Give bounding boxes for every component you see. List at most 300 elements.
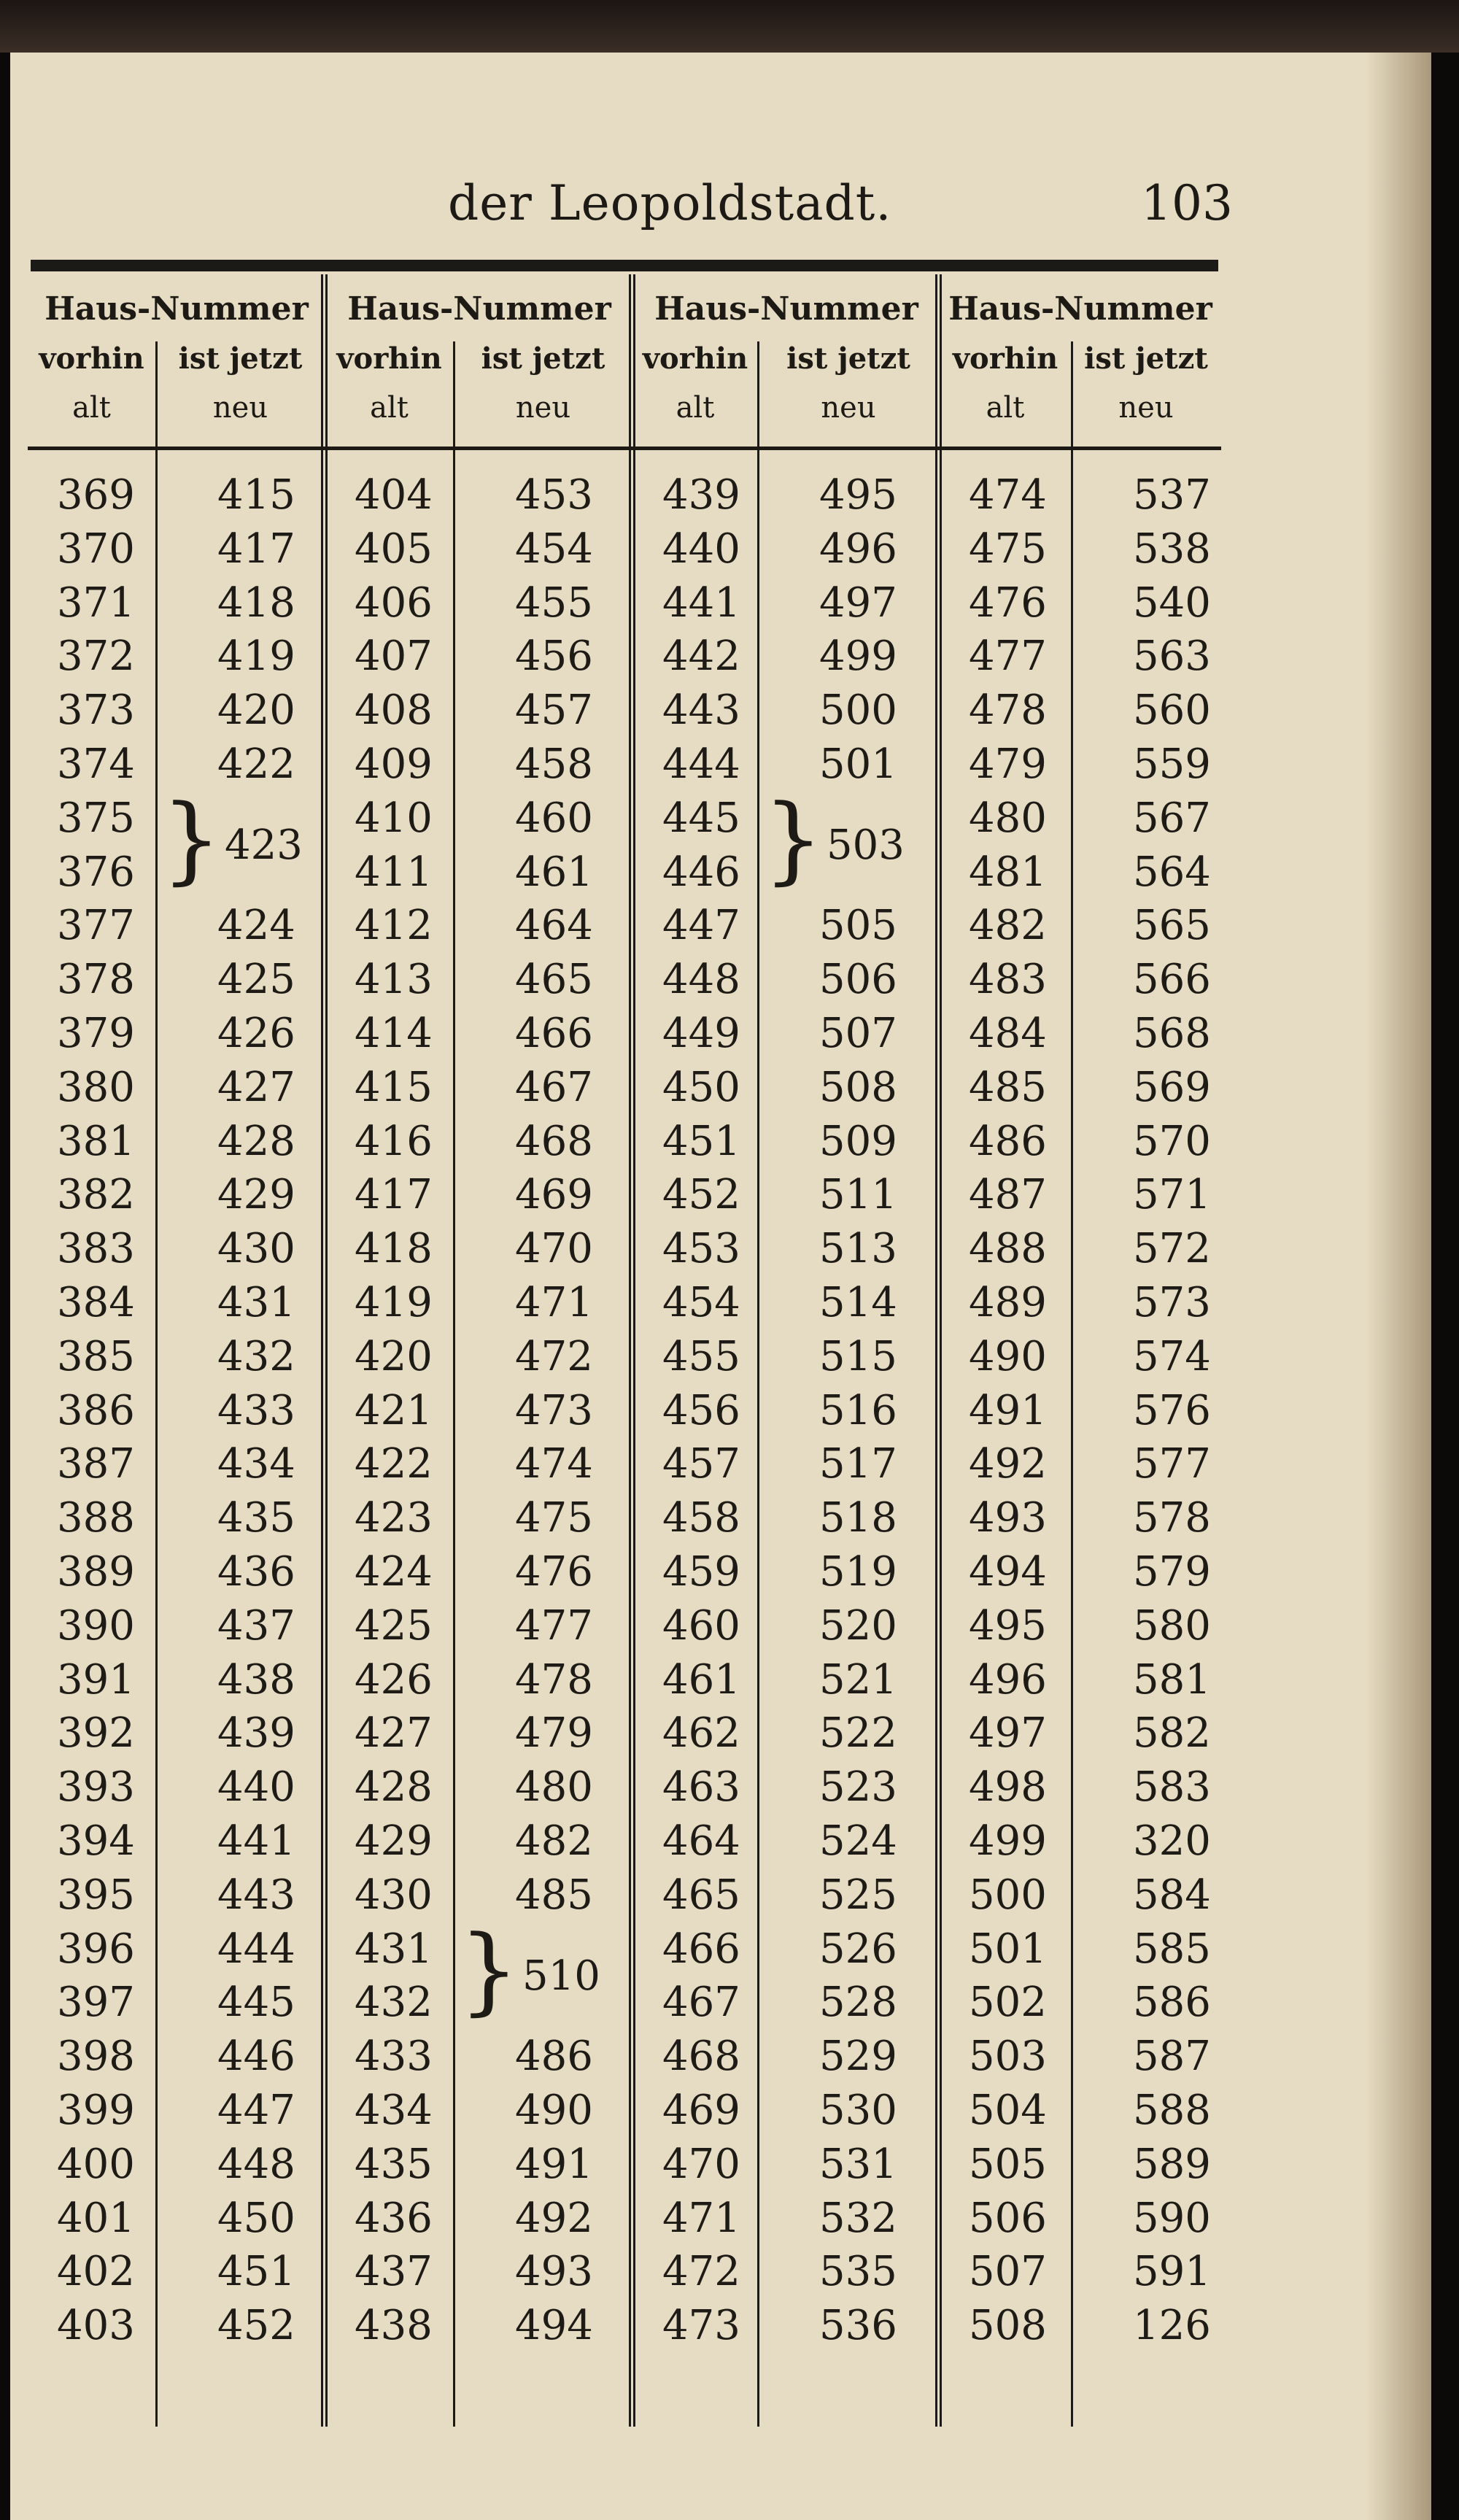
old-house-number: 425 — [355, 1601, 433, 1650]
old-house-number: 482 — [969, 902, 1047, 950]
new-house-number: 536 — [819, 2302, 897, 2350]
old-house-number: 454 — [662, 1279, 740, 1326]
old-house-number: 452 — [662, 1171, 740, 1219]
new-house-number: 418 — [217, 579, 295, 627]
old-house-number: 383 — [57, 1225, 135, 1273]
new-house-number: 528 — [819, 1979, 897, 2027]
old-house-number: 467 — [662, 1979, 740, 2027]
new-house-number: 590 — [1133, 2194, 1211, 2242]
new-house-number: 588 — [1133, 2087, 1211, 2134]
new-house-number: 455 — [515, 579, 593, 627]
column-header-new-bottom: neu — [821, 391, 876, 425]
column-header-old-bottom: alt — [370, 391, 409, 425]
new-house-number: 465 — [515, 956, 593, 1004]
new-house-number: 579 — [1133, 1548, 1211, 1596]
new-house-number: 574 — [1133, 1332, 1211, 1380]
new-house-number: 453 — [515, 471, 593, 519]
column-divider-line — [1071, 341, 1073, 2427]
merge-brace: } — [459, 1914, 519, 2025]
old-house-number: 485 — [969, 1063, 1047, 1111]
page-number: 103 — [1141, 175, 1233, 231]
old-house-number: 440 — [662, 525, 740, 573]
old-house-number: 486 — [969, 1117, 1047, 1165]
column-header-old-bottom: alt — [72, 391, 111, 425]
new-house-number: 482 — [515, 1817, 593, 1865]
old-house-number: 506 — [969, 2194, 1047, 2242]
new-house-number: 529 — [819, 2033, 897, 2081]
new-house-number: 493 — [515, 2248, 593, 2296]
new-house-number: 460 — [515, 794, 593, 842]
new-house-number: 428 — [217, 1117, 295, 1165]
old-house-number: 507 — [969, 2248, 1047, 2296]
column-header-new-bottom: neu — [212, 391, 268, 425]
old-house-number: 370 — [57, 525, 135, 573]
old-house-number: 471 — [662, 2194, 740, 2242]
old-house-number: 446 — [662, 848, 740, 896]
new-house-number: 517 — [819, 1440, 897, 1488]
old-house-number: 437 — [355, 2248, 433, 2296]
new-house-number: 473 — [515, 1386, 593, 1434]
old-house-number: 428 — [355, 1763, 433, 1812]
old-house-number: 380 — [57, 1063, 135, 1111]
new-house-number: 532 — [819, 2194, 897, 2242]
old-house-number: 385 — [57, 1332, 135, 1380]
old-house-number: 410 — [355, 794, 433, 842]
new-house-number: 456 — [515, 633, 593, 681]
old-house-number: 508 — [969, 2302, 1047, 2350]
old-house-number: 402 — [57, 2248, 135, 2296]
column-header-main: Haus-Nummer — [654, 290, 918, 328]
old-house-number: 399 — [57, 2087, 135, 2134]
old-house-number: 481 — [969, 848, 1047, 896]
column-divider-line — [453, 341, 455, 2427]
old-house-number: 478 — [969, 687, 1047, 735]
old-house-number: 403 — [57, 2302, 135, 2350]
old-house-number: 419 — [355, 1279, 433, 1326]
new-house-number: 537 — [1133, 471, 1211, 519]
old-house-number: 435 — [355, 2140, 433, 2188]
new-house-number: 466 — [515, 1010, 593, 1057]
new-house-number: 571 — [1133, 1171, 1211, 1219]
new-house-number: 419 — [217, 633, 295, 681]
old-house-number: 487 — [969, 1171, 1047, 1219]
old-house-number: 401 — [57, 2194, 135, 2242]
new-house-number: 437 — [217, 1601, 295, 1650]
old-house-number: 418 — [355, 1225, 433, 1273]
new-house-number: 440 — [217, 1763, 295, 1812]
old-house-number: 433 — [355, 2033, 433, 2081]
new-house-number: 523 — [819, 1763, 897, 1812]
old-house-number: 415 — [355, 1063, 433, 1111]
old-house-number: 371 — [57, 579, 135, 627]
new-house-number: 569 — [1133, 1063, 1211, 1111]
old-house-number: 429 — [355, 1817, 433, 1865]
old-house-number: 457 — [662, 1440, 740, 1488]
old-house-number: 382 — [57, 1171, 135, 1219]
old-house-number: 469 — [662, 2087, 740, 2134]
new-house-number: 509 — [819, 1117, 897, 1165]
new-house-number: 479 — [515, 1709, 593, 1758]
old-house-number: 398 — [57, 2033, 135, 2081]
new-house-number: 426 — [217, 1010, 295, 1057]
new-house-number: 570 — [1133, 1117, 1211, 1165]
new-house-number: 439 — [217, 1709, 295, 1758]
new-house-number: 510 — [522, 1952, 600, 2000]
new-house-number: 450 — [217, 2194, 295, 2242]
old-house-number: 396 — [57, 1925, 135, 1973]
new-house-number: 499 — [819, 633, 897, 681]
new-house-number: 572 — [1133, 1225, 1211, 1273]
new-house-number: 511 — [819, 1171, 897, 1219]
new-house-number: 454 — [515, 525, 593, 573]
old-house-number: 499 — [969, 1817, 1047, 1865]
old-house-number: 438 — [355, 2302, 433, 2350]
group-divider-line — [321, 274, 323, 2427]
old-house-number: 379 — [57, 1010, 135, 1057]
old-house-number: 408 — [355, 687, 433, 735]
new-house-number: 448 — [217, 2140, 295, 2188]
new-house-number: 494 — [515, 2302, 593, 2350]
old-house-number: 386 — [57, 1386, 135, 1434]
old-house-number: 489 — [969, 1279, 1047, 1326]
old-house-number: 369 — [57, 471, 135, 519]
old-house-number: 390 — [57, 1601, 135, 1650]
new-house-number: 447 — [217, 2087, 295, 2134]
new-house-number: 538 — [1133, 525, 1211, 573]
new-house-number: 432 — [217, 1332, 295, 1380]
new-house-number: 476 — [515, 1548, 593, 1596]
old-house-number: 423 — [355, 1494, 433, 1542]
old-house-number: 500 — [969, 1871, 1047, 1919]
old-house-number: 395 — [57, 1871, 135, 1919]
old-house-number: 377 — [57, 902, 135, 950]
column-header-old-top: vorhin — [39, 341, 144, 376]
old-house-number: 479 — [969, 741, 1047, 788]
column-header-old-bottom: alt — [676, 391, 715, 425]
new-house-number: 583 — [1133, 1763, 1211, 1812]
new-house-number: 423 — [225, 821, 303, 869]
old-house-number: 473 — [662, 2302, 740, 2350]
new-house-number: 526 — [819, 1925, 897, 1973]
new-house-number: 474 — [515, 1440, 593, 1488]
old-house-number: 424 — [355, 1548, 433, 1596]
new-house-number: 415 — [217, 471, 295, 519]
new-house-number: 500 — [819, 687, 897, 735]
column-header-new-top: ist jetzt — [786, 341, 910, 376]
new-house-number: 576 — [1133, 1386, 1211, 1434]
column-header-old-bottom: alt — [986, 391, 1025, 425]
column-header-old-top: vorhin — [952, 341, 1059, 376]
new-house-number: 438 — [217, 1655, 295, 1704]
old-house-number: 453 — [662, 1225, 740, 1273]
new-house-number: 506 — [819, 956, 897, 1004]
old-house-number: 409 — [355, 741, 433, 788]
new-house-number: 490 — [515, 2087, 593, 2134]
old-house-number: 381 — [57, 1117, 135, 1165]
new-house-number: 565 — [1133, 902, 1211, 950]
new-house-number: 485 — [515, 1871, 593, 1919]
merge-brace: } — [161, 783, 222, 894]
new-house-number: 470 — [515, 1225, 593, 1273]
old-house-number: 442 — [662, 633, 740, 681]
old-house-number: 451 — [662, 1117, 740, 1165]
group-divider-line — [940, 274, 942, 2427]
old-house-number: 412 — [355, 902, 433, 950]
group-divider-line — [325, 274, 328, 2427]
book-page — [10, 53, 1431, 2520]
new-house-number: 492 — [515, 2194, 593, 2242]
old-house-number: 501 — [969, 1925, 1047, 1973]
new-house-number: 452 — [217, 2302, 295, 2350]
old-house-number: 373 — [57, 687, 135, 735]
new-house-number: 577 — [1133, 1440, 1211, 1488]
new-house-number: 422 — [217, 741, 295, 788]
new-house-number: 508 — [819, 1063, 897, 1111]
old-house-number: 384 — [57, 1279, 135, 1326]
new-house-number: 503 — [827, 821, 905, 869]
old-house-number: 494 — [969, 1548, 1047, 1596]
new-house-number: 540 — [1133, 579, 1211, 627]
new-house-number: 586 — [1133, 1979, 1211, 2027]
old-house-number: 400 — [57, 2140, 135, 2188]
old-house-number: 475 — [969, 525, 1047, 573]
new-house-number: 430 — [217, 1225, 295, 1273]
new-house-number: 467 — [515, 1063, 593, 1111]
new-house-number: 472 — [515, 1332, 593, 1380]
old-house-number: 464 — [662, 1817, 740, 1865]
new-house-number: 320 — [1133, 1817, 1211, 1865]
new-house-number: 524 — [819, 1817, 897, 1865]
new-house-number: 457 — [515, 687, 593, 735]
old-house-number: 490 — [969, 1332, 1047, 1380]
old-house-number: 495 — [969, 1601, 1047, 1650]
old-house-number: 448 — [662, 956, 740, 1004]
new-house-number: 530 — [819, 2087, 897, 2134]
new-house-number: 444 — [217, 1925, 295, 1973]
running-header-title: der Leopoldstadt. — [448, 175, 892, 231]
old-house-number: 497 — [969, 1709, 1047, 1758]
new-house-number: 471 — [515, 1279, 593, 1326]
new-house-number: 436 — [217, 1548, 295, 1596]
top-rule — [31, 260, 1218, 271]
old-house-number: 431 — [355, 1925, 433, 1973]
new-house-number: 505 — [819, 902, 897, 950]
new-house-number: 589 — [1133, 2140, 1211, 2188]
old-house-number: 477 — [969, 633, 1047, 681]
column-header-new-bottom: neu — [1118, 391, 1174, 425]
new-house-number: 429 — [217, 1171, 295, 1219]
old-house-number: 407 — [355, 633, 433, 681]
new-house-number: 431 — [217, 1279, 295, 1326]
column-header-new-top: ist jetzt — [178, 341, 303, 376]
column-header-new-top: ist jetzt — [1084, 341, 1208, 376]
group-divider-line — [935, 274, 937, 2427]
new-house-number: 425 — [217, 956, 295, 1004]
new-house-number: 433 — [217, 1386, 295, 1434]
new-house-number: 582 — [1133, 1709, 1211, 1758]
new-house-number: 580 — [1133, 1601, 1211, 1650]
old-house-number: 476 — [969, 579, 1047, 627]
old-house-number: 397 — [57, 1979, 135, 2027]
old-house-number: 388 — [57, 1494, 135, 1542]
old-house-number: 502 — [969, 1979, 1047, 2027]
old-house-number: 488 — [969, 1225, 1047, 1273]
old-house-number: 491 — [969, 1386, 1047, 1434]
new-house-number: 480 — [515, 1763, 593, 1812]
old-house-number: 439 — [662, 471, 740, 519]
old-house-number: 472 — [662, 2248, 740, 2296]
new-house-number: 578 — [1133, 1494, 1211, 1542]
new-house-number: 591 — [1133, 2248, 1211, 2296]
old-house-number: 436 — [355, 2194, 433, 2242]
new-house-number: 531 — [819, 2140, 897, 2188]
old-house-number: 387 — [57, 1440, 135, 1488]
column-header-old-top: vorhin — [642, 341, 748, 376]
new-house-number: 461 — [515, 848, 593, 896]
old-house-number: 484 — [969, 1010, 1047, 1057]
old-house-number: 372 — [57, 633, 135, 681]
old-house-number: 444 — [662, 741, 740, 788]
new-house-number: 515 — [819, 1332, 897, 1380]
column-header-new-top: ist jetzt — [481, 341, 605, 376]
old-house-number: 443 — [662, 687, 740, 735]
new-house-number: 478 — [515, 1655, 593, 1704]
new-house-number: 417 — [217, 525, 295, 573]
old-house-number: 422 — [355, 1440, 433, 1488]
new-house-number: 451 — [217, 2248, 295, 2296]
column-header-old-top: vorhin — [336, 341, 442, 376]
new-house-number: 424 — [217, 902, 295, 950]
new-house-number: 427 — [217, 1063, 295, 1111]
column-divider-line — [155, 341, 158, 2427]
old-house-number: 462 — [662, 1709, 740, 1758]
new-house-number: 435 — [217, 1494, 295, 1542]
old-house-number: 493 — [969, 1494, 1047, 1542]
merge-brace: } — [763, 783, 824, 894]
book-edge-top — [0, 0, 1459, 53]
old-house-number: 420 — [355, 1332, 433, 1380]
old-house-number: 421 — [355, 1386, 433, 1434]
new-house-number: 520 — [819, 1601, 897, 1650]
old-house-number: 461 — [662, 1655, 740, 1704]
new-house-number: 514 — [819, 1279, 897, 1326]
old-house-number: 394 — [57, 1817, 135, 1865]
old-house-number: 414 — [355, 1010, 433, 1057]
new-house-number: 434 — [217, 1440, 295, 1488]
new-house-number: 475 — [515, 1494, 593, 1542]
old-house-number: 376 — [57, 848, 135, 896]
old-house-number: 374 — [57, 741, 135, 788]
new-house-number: 535 — [819, 2248, 897, 2296]
old-house-number: 434 — [355, 2087, 433, 2134]
old-house-number: 441 — [662, 579, 740, 627]
new-house-number: 581 — [1133, 1655, 1211, 1704]
old-house-number: 375 — [57, 794, 135, 842]
old-house-number: 417 — [355, 1171, 433, 1219]
column-header-new-bottom: neu — [515, 391, 571, 425]
new-house-number: 443 — [217, 1871, 295, 1919]
old-house-number: 504 — [969, 2087, 1047, 2134]
new-house-number: 477 — [515, 1601, 593, 1650]
house-number-table — [28, 274, 1221, 2456]
new-house-number: 496 — [819, 525, 897, 573]
new-house-number: 126 — [1133, 2302, 1211, 2350]
new-house-number: 507 — [819, 1010, 897, 1057]
new-house-number: 446 — [217, 2033, 295, 2081]
old-house-number: 483 — [969, 956, 1047, 1004]
old-house-number: 392 — [57, 1709, 135, 1758]
old-house-number: 465 — [662, 1871, 740, 1919]
column-header-main: Haus-Nummer — [948, 290, 1212, 328]
new-house-number: 469 — [515, 1171, 593, 1219]
new-house-number: 501 — [819, 741, 897, 788]
old-house-number: 496 — [969, 1655, 1047, 1704]
column-header-main: Haus-Nummer — [44, 290, 309, 328]
new-house-number: 518 — [819, 1494, 897, 1542]
old-house-number: 432 — [355, 1979, 433, 2027]
old-house-number: 463 — [662, 1763, 740, 1812]
old-house-number: 389 — [57, 1548, 135, 1596]
old-house-number: 474 — [969, 471, 1047, 519]
old-house-number: 413 — [355, 956, 433, 1004]
new-house-number: 522 — [819, 1709, 897, 1758]
new-house-number: 464 — [515, 902, 593, 950]
old-house-number: 378 — [57, 956, 135, 1004]
old-house-number: 480 — [969, 794, 1047, 842]
new-house-number: 564 — [1133, 848, 1211, 896]
new-house-number: 563 — [1133, 633, 1211, 681]
new-house-number: 573 — [1133, 1279, 1211, 1326]
old-house-number: 447 — [662, 902, 740, 950]
group-divider-line — [633, 274, 635, 2427]
new-house-number: 567 — [1133, 794, 1211, 842]
old-house-number: 404 — [355, 471, 433, 519]
new-house-number: 525 — [819, 1871, 897, 1919]
new-house-number: 559 — [1133, 741, 1211, 788]
old-house-number: 393 — [57, 1763, 135, 1812]
new-house-number: 587 — [1133, 2033, 1211, 2081]
old-house-number: 449 — [662, 1010, 740, 1057]
old-house-number: 492 — [969, 1440, 1047, 1488]
old-house-number: 503 — [969, 2033, 1047, 2081]
old-house-number: 391 — [57, 1655, 135, 1704]
old-house-number: 416 — [355, 1117, 433, 1165]
new-house-number: 495 — [819, 471, 897, 519]
new-house-number: 513 — [819, 1225, 897, 1273]
new-house-number: 458 — [515, 741, 593, 788]
new-house-number: 585 — [1133, 1925, 1211, 1973]
old-house-number: 411 — [355, 848, 433, 896]
group-divider-line — [629, 274, 631, 2427]
new-house-number: 568 — [1133, 1010, 1211, 1057]
old-house-number: 458 — [662, 1494, 740, 1542]
old-house-number: 455 — [662, 1332, 740, 1380]
new-house-number: 486 — [515, 2033, 593, 2081]
old-house-number: 405 — [355, 525, 433, 573]
new-house-number: 468 — [515, 1117, 593, 1165]
old-house-number: 450 — [662, 1063, 740, 1111]
old-house-number: 430 — [355, 1871, 433, 1919]
column-header-main: Haus-Nummer — [347, 290, 611, 328]
new-house-number: 420 — [217, 687, 295, 735]
old-house-number: 498 — [969, 1763, 1047, 1812]
old-house-number: 466 — [662, 1925, 740, 1973]
new-house-number: 497 — [819, 579, 897, 627]
new-house-number: 584 — [1133, 1871, 1211, 1919]
old-house-number: 427 — [355, 1709, 433, 1758]
new-house-number: 566 — [1133, 956, 1211, 1004]
column-divider-line — [757, 341, 759, 2427]
